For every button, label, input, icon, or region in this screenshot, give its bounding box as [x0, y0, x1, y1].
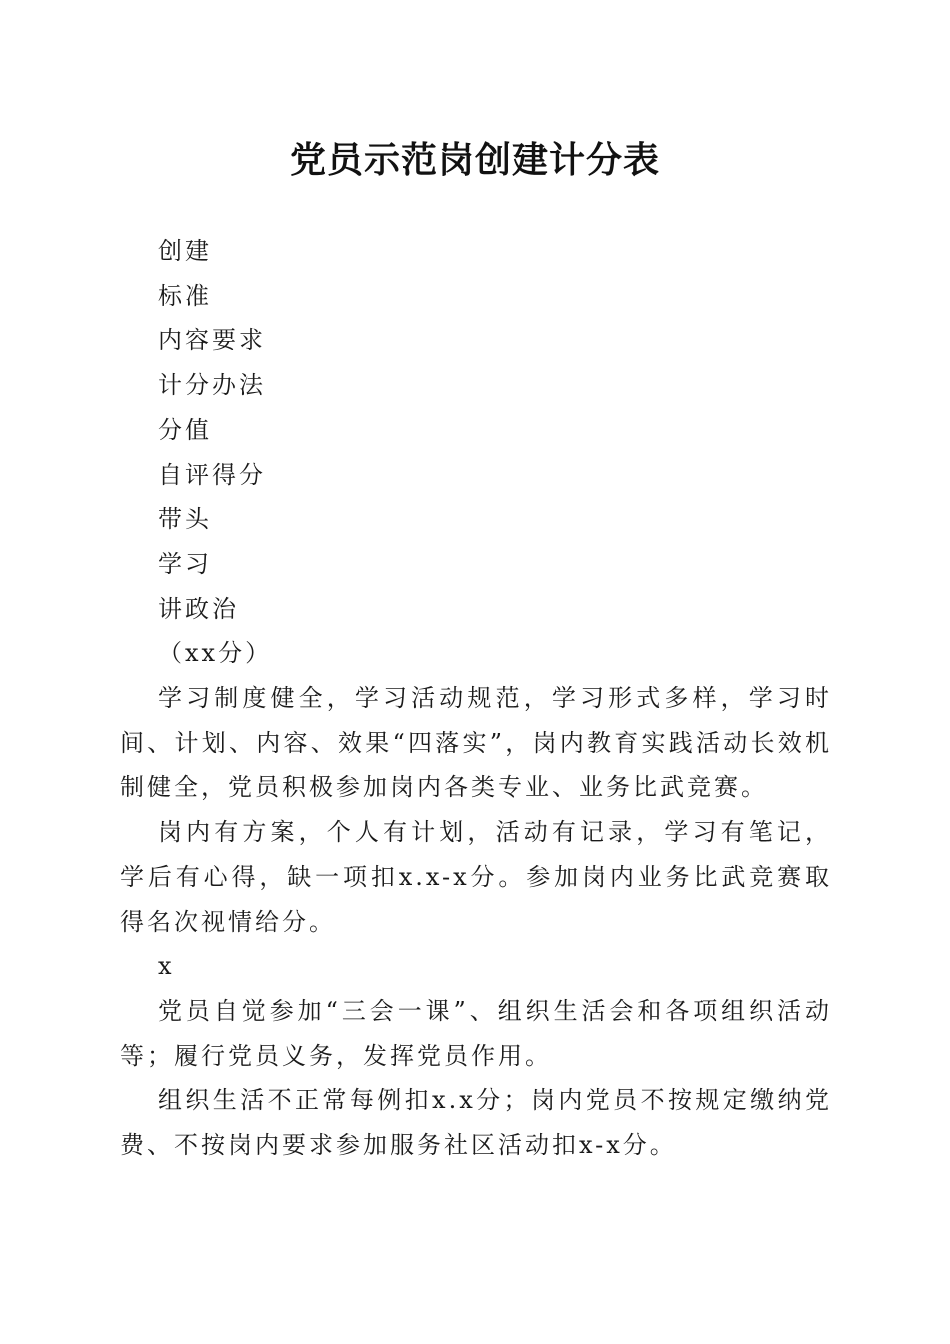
header-line-score-value: 分值 [158, 415, 212, 444]
paragraph-duty-scoring: 组织生活不正常每例扣x.x分；岗内党员不按规定缴纳党费、不按岗内要求参加服务社区活动扣x-x分。 [120, 1086, 832, 1160]
paragraph-member-duties: 党员自觉参加“三会一课”、组织生活会和各项组织活动等；履行党员义务，发挥党员作用。 [120, 996, 832, 1070]
header-line-points: （xx分） [158, 639, 273, 668]
header-line-standard: 标准 [158, 281, 212, 310]
paragraph-study-requirements: 学习制度健全，学习活动规范，学习形式多样，学习时间、计划、内容、效果“四落实”，岗内教育实践活动长效机制健全，党员积极参加岗内各类专业、业务比武竞赛。 [120, 684, 832, 802]
header-line-self-score: 自评得分 [158, 460, 266, 489]
header-line-lead: 带头 [158, 505, 212, 534]
score-value-line: x [158, 952, 175, 981]
header-line-study: 学习 [158, 549, 212, 578]
header-line-create: 创建 [158, 237, 212, 265]
document-body [120, 229, 832, 1168]
header-line-politics: 讲政治 [158, 594, 239, 623]
paragraph-study-scoring: 岗内有方案，个人有计划，活动有记录，学习有笔记，学后有心得，缺一项扣x.x-x分。参加岗内业务比武竞赛取得名次视情给分。 [120, 818, 832, 936]
header-line-scoring-method: 计分办法 [158, 371, 266, 400]
page-title: 党员示范岗创建计分表 [289, 139, 660, 181]
header-line-content-requirement: 内容要求 [158, 326, 266, 355]
